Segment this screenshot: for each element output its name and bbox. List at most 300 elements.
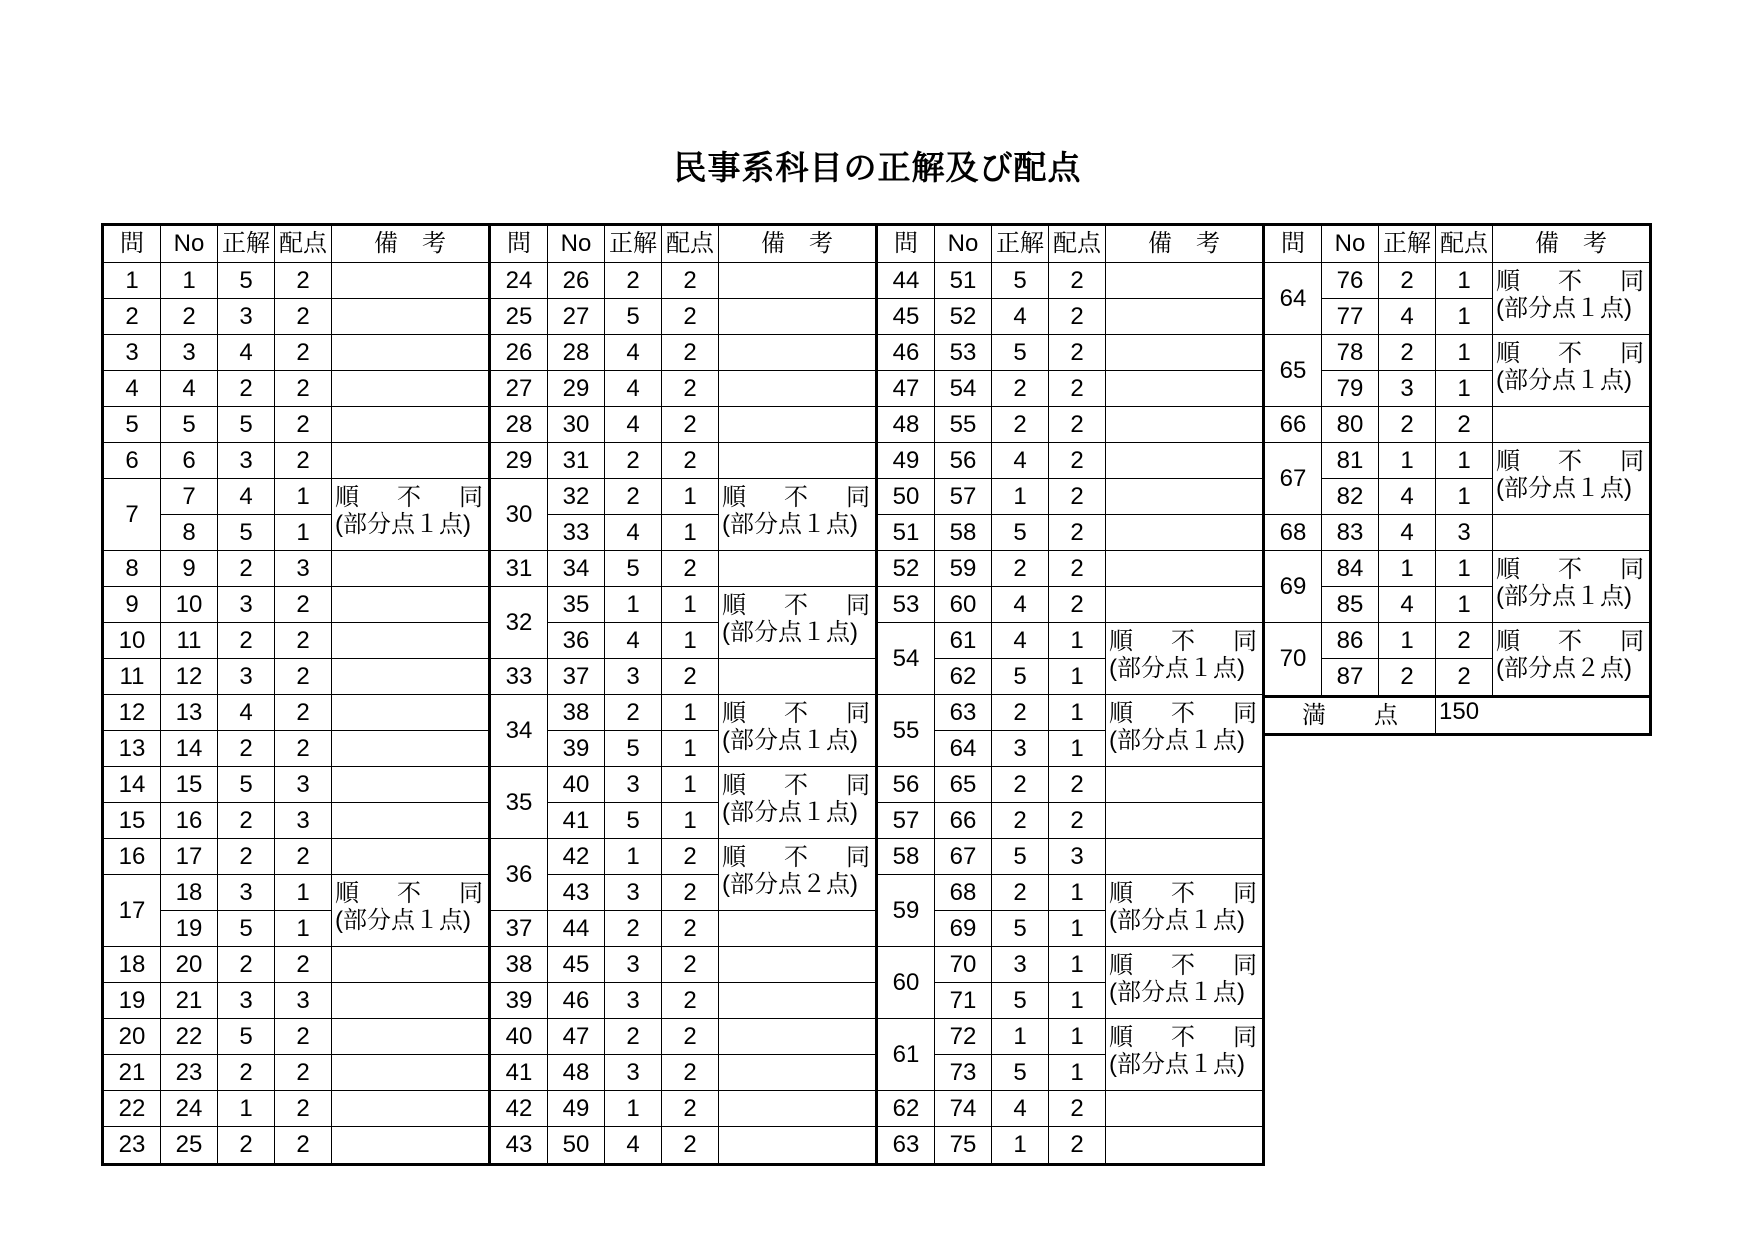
question-number: 66 (1265, 407, 1322, 443)
answer-no: 77 (1322, 299, 1379, 335)
remark-cell (332, 659, 488, 695)
correct-answer: 3 (605, 875, 662, 911)
remark-order-char: 同 (1620, 339, 1644, 367)
question-number: 59 (878, 875, 935, 947)
points: 2 (1049, 1091, 1106, 1127)
remark-order-char: 同 (846, 699, 870, 727)
correct-answer: 5 (605, 731, 662, 767)
correct-answer: 5 (218, 407, 275, 443)
points: 1 (275, 479, 332, 515)
correct-answer: 4 (992, 443, 1049, 479)
correct-answer: 4 (1379, 587, 1436, 623)
correct-answer: 5 (605, 299, 662, 335)
header-row (878, 226, 1262, 263)
points: 1 (1436, 551, 1493, 587)
answer-no: 4 (161, 371, 218, 407)
answer-no: 68 (935, 875, 992, 911)
question-number: 43 (491, 1127, 548, 1163)
table-row (104, 731, 488, 767)
question-number: 68 (1265, 515, 1322, 551)
table-row (1265, 335, 1649, 371)
question-number: 60 (878, 947, 935, 1019)
correct-answer: 2 (992, 875, 1049, 911)
remark-cell (1106, 515, 1262, 551)
correct-answer: 5 (992, 911, 1049, 947)
answer-no: 16 (161, 803, 218, 839)
remark-order-char: 順 (1109, 879, 1133, 907)
correct-answer: 4 (605, 335, 662, 371)
remark-cell (332, 1127, 488, 1163)
table-row (878, 371, 1262, 407)
answer-no: 86 (1322, 623, 1379, 659)
question-number: 58 (878, 839, 935, 875)
question-number: 29 (491, 443, 548, 479)
table-row (878, 1091, 1262, 1127)
points: 1 (1436, 371, 1493, 407)
remark-order-label (1496, 556, 1644, 583)
remark-partial-note: (部分点１点) (1496, 366, 1632, 394)
points: 2 (275, 839, 332, 875)
points: 2 (662, 371, 719, 407)
points: 2 (1049, 479, 1106, 515)
remark-order-char: 不 (397, 483, 421, 511)
question-number: 21 (104, 1055, 161, 1091)
header-answer: 正解 (218, 226, 275, 263)
answer-no: 24 (161, 1091, 218, 1127)
correct-answer: 4 (1379, 299, 1436, 335)
remark-order-char: 同 (459, 879, 483, 907)
question-number: 4 (104, 371, 161, 407)
answer-no: 3 (161, 335, 218, 371)
points: 2 (662, 443, 719, 479)
remark-order-char: 不 (784, 591, 808, 619)
remark-order-char: 順 (1496, 339, 1520, 367)
answer-no: 83 (1322, 515, 1379, 551)
remark-cell (332, 1019, 488, 1055)
answer-no: 29 (548, 371, 605, 407)
table-row (878, 1019, 1262, 1055)
table-row (878, 803, 1262, 839)
remark-cell (719, 371, 875, 407)
question-number: 8 (104, 551, 161, 587)
points: 2 (275, 731, 332, 767)
remark-order-char: 不 (1558, 628, 1582, 655)
remark-cell (1493, 551, 1649, 623)
table-row (104, 1127, 488, 1163)
remark-order-char: 順 (335, 483, 359, 511)
points: 3 (1049, 839, 1106, 875)
correct-answer: 1 (1379, 443, 1436, 479)
remark-cell (332, 407, 488, 443)
points: 1 (662, 623, 719, 659)
table-row (878, 479, 1262, 515)
remark-order-char: 不 (1171, 699, 1195, 727)
header-row (104, 226, 488, 263)
header-remarks: 備 考 (719, 226, 875, 263)
points: 2 (275, 623, 332, 659)
correct-answer: 2 (992, 407, 1049, 443)
correct-answer: 4 (218, 479, 275, 515)
table-row (104, 1055, 488, 1091)
correct-answer: 5 (605, 803, 662, 839)
remark-cell (332, 1055, 488, 1091)
correct-answer: 3 (605, 1055, 662, 1091)
question-number: 38 (491, 947, 548, 983)
points: 1 (1049, 623, 1106, 659)
remark-order-label (335, 880, 483, 907)
remark-cell (719, 767, 875, 839)
answer-no: 40 (548, 767, 605, 803)
correct-answer: 3 (605, 947, 662, 983)
correct-answer: 2 (1379, 659, 1436, 695)
answer-no: 62 (935, 659, 992, 695)
points: 1 (1049, 659, 1106, 695)
points: 2 (662, 1127, 719, 1163)
answer-no: 34 (548, 551, 605, 587)
table-row (104, 1091, 488, 1127)
correct-answer: 4 (992, 1091, 1049, 1127)
points: 1 (1049, 695, 1106, 731)
points: 2 (275, 299, 332, 335)
table-row (1265, 623, 1649, 659)
remark-order-char: 同 (1233, 879, 1257, 907)
table-row (491, 551, 875, 587)
header-row (491, 226, 875, 263)
table-row (104, 407, 488, 443)
points: 1 (275, 875, 332, 911)
points: 2 (662, 659, 719, 695)
answer-no: 73 (935, 1055, 992, 1091)
header-no: No (935, 226, 992, 263)
remark-cell (332, 623, 488, 659)
correct-answer: 1 (605, 839, 662, 875)
correct-answer: 2 (1379, 335, 1436, 371)
correct-answer: 4 (218, 335, 275, 371)
table-row (878, 695, 1262, 731)
remark-order-label (1109, 628, 1257, 655)
points: 2 (275, 1127, 332, 1163)
answer-no: 65 (935, 767, 992, 803)
points: 1 (1436, 479, 1493, 515)
correct-answer: 2 (218, 947, 275, 983)
answer-no: 46 (548, 983, 605, 1019)
remark-order-char: 不 (784, 483, 808, 511)
correct-answer: 3 (218, 443, 275, 479)
remark-order-char: 不 (1558, 447, 1582, 475)
correct-answer: 3 (992, 731, 1049, 767)
correct-answer: 3 (605, 983, 662, 1019)
answer-table-2 (488, 223, 878, 1166)
correct-answer: 4 (605, 1127, 662, 1163)
remark-cell (1106, 947, 1262, 1019)
answer-no: 55 (935, 407, 992, 443)
table-row (104, 371, 488, 407)
points: 1 (1049, 911, 1106, 947)
remark-order-char: 順 (1109, 699, 1133, 727)
table-row (491, 659, 875, 695)
remark-order-char: 同 (1620, 267, 1644, 295)
answer-no: 30 (548, 407, 605, 443)
points: 1 (1049, 875, 1106, 911)
remark-partial-note: (部分点２点) (722, 870, 858, 898)
points: 2 (275, 695, 332, 731)
correct-answer: 1 (992, 1019, 1049, 1055)
answer-no: 59 (935, 551, 992, 587)
remark-order-label (335, 484, 483, 511)
answer-no: 31 (548, 443, 605, 479)
answer-no: 17 (161, 839, 218, 875)
question-number: 67 (1265, 443, 1322, 515)
correct-answer: 2 (1379, 407, 1436, 443)
points: 2 (662, 1019, 719, 1055)
correct-answer: 2 (992, 767, 1049, 803)
remark-order-label (722, 484, 870, 511)
header-no: No (161, 226, 218, 263)
question-number: 52 (878, 551, 935, 587)
correct-answer: 3 (992, 947, 1049, 983)
points: 1 (662, 587, 719, 623)
remark-cell (719, 1019, 875, 1055)
remark-partial-note: (部分点２点) (1496, 655, 1632, 682)
points: 2 (1049, 551, 1106, 587)
remark-order-char: 順 (1109, 1023, 1133, 1051)
points: 1 (1049, 1019, 1106, 1055)
question-number: 39 (491, 983, 548, 1019)
answer-no: 10 (161, 587, 218, 623)
correct-answer: 3 (1379, 371, 1436, 407)
remark-cell (719, 911, 875, 947)
remark-partial-note: (部分点１点) (1109, 978, 1245, 1006)
header-question: 問 (104, 226, 161, 263)
table-row (104, 875, 488, 911)
question-number: 34 (491, 695, 548, 767)
table-row (104, 947, 488, 983)
question-number: 41 (491, 1055, 548, 1091)
answer-no: 11 (161, 623, 218, 659)
points: 1 (662, 767, 719, 803)
remark-order-char: 不 (1171, 951, 1195, 979)
answer-no: 9 (161, 551, 218, 587)
question-number: 69 (1265, 551, 1322, 623)
remark-order-char: 順 (722, 483, 746, 511)
table-row (878, 1127, 1262, 1163)
answer-no: 71 (935, 983, 992, 1019)
remark-partial-note: (部分点１点) (1496, 474, 1632, 502)
question-number: 9 (104, 587, 161, 623)
header-answer: 正解 (992, 226, 1049, 263)
remark-cell (719, 335, 875, 371)
points: 2 (275, 947, 332, 983)
remark-cell (332, 875, 488, 947)
remark-partial-note: (部分点１点) (1496, 294, 1632, 322)
remark-cell (1106, 1127, 1262, 1163)
answer-no: 38 (548, 695, 605, 731)
correct-answer: 1 (992, 1127, 1049, 1163)
table-row (1265, 407, 1649, 443)
correct-answer: 5 (992, 839, 1049, 875)
correct-answer: 5 (218, 911, 275, 947)
points: 3 (275, 983, 332, 1019)
table-row (878, 551, 1262, 587)
remark-order-char: 順 (722, 591, 746, 619)
question-number: 31 (491, 551, 548, 587)
answer-no: 6 (161, 443, 218, 479)
question-number: 53 (878, 587, 935, 623)
remark-order-char: 順 (1496, 447, 1520, 475)
answer-no: 57 (935, 479, 992, 515)
correct-answer: 2 (218, 731, 275, 767)
correct-answer: 4 (992, 623, 1049, 659)
remark-cell (719, 983, 875, 1019)
question-number: 55 (878, 695, 935, 767)
answer-no: 1 (161, 263, 218, 299)
header-points: 配点 (1049, 226, 1106, 263)
table-row (878, 515, 1262, 551)
header-remarks: 備 考 (1493, 226, 1649, 263)
points: 2 (1049, 443, 1106, 479)
table-row (491, 767, 875, 803)
remark-order-char: 不 (1171, 627, 1195, 655)
table-row (104, 587, 488, 623)
correct-answer: 5 (992, 659, 1049, 695)
correct-answer: 2 (992, 371, 1049, 407)
answer-no: 52 (935, 299, 992, 335)
remark-order-char: 順 (1109, 951, 1133, 979)
correct-answer: 3 (605, 767, 662, 803)
remark-cell (1106, 695, 1262, 767)
correct-answer: 2 (1379, 263, 1436, 299)
points: 2 (275, 1055, 332, 1091)
table-row (491, 299, 875, 335)
answer-no: 22 (161, 1019, 218, 1055)
points: 3 (275, 803, 332, 839)
answer-no: 39 (548, 731, 605, 767)
correct-answer: 2 (218, 623, 275, 659)
header-row (1265, 226, 1649, 263)
answer-no: 81 (1322, 443, 1379, 479)
remark-cell (1106, 1091, 1262, 1127)
correct-answer: 4 (605, 515, 662, 551)
answer-no: 45 (548, 947, 605, 983)
points: 2 (662, 263, 719, 299)
remark-order-label (1496, 448, 1644, 475)
answer-no: 32 (548, 479, 605, 515)
table-row (104, 623, 488, 659)
correct-answer: 2 (992, 551, 1049, 587)
remark-order-char: 不 (1558, 555, 1582, 583)
remark-order-char: 同 (459, 483, 483, 511)
answer-no: 66 (935, 803, 992, 839)
table-row (878, 407, 1262, 443)
remark-partial-note: (部分点１点) (1109, 726, 1245, 754)
header-answer: 正解 (1379, 226, 1436, 263)
points: 3 (275, 551, 332, 587)
question-number: 46 (878, 335, 935, 371)
remark-partial-note: (部分点１点) (722, 726, 858, 754)
remark-partial-note: (部分点１点) (1109, 654, 1245, 682)
answer-no: 80 (1322, 407, 1379, 443)
remark-cell (719, 695, 875, 767)
answer-no: 13 (161, 695, 218, 731)
points: 1 (1436, 263, 1493, 299)
points: 2 (662, 1055, 719, 1091)
answer-no: 54 (935, 371, 992, 407)
points: 1 (1436, 443, 1493, 479)
remark-cell (332, 587, 488, 623)
correct-answer: 3 (218, 875, 275, 911)
header-points: 配点 (662, 226, 719, 263)
table-row (491, 1055, 875, 1091)
points: 2 (662, 335, 719, 371)
correct-answer: 2 (605, 1019, 662, 1055)
remark-partial-note: (部分点１点) (722, 618, 858, 646)
question-number: 15 (104, 803, 161, 839)
points: 1 (662, 731, 719, 767)
table-row (491, 983, 875, 1019)
correct-answer: 4 (218, 695, 275, 731)
table-row (491, 587, 875, 623)
remark-partial-note: (部分点１点) (722, 510, 858, 538)
table-row (104, 803, 488, 839)
table-row (878, 299, 1262, 335)
header-question: 問 (1265, 226, 1322, 263)
correct-answer: 4 (605, 371, 662, 407)
points: 2 (275, 371, 332, 407)
remark-cell (332, 695, 488, 731)
remark-cell (719, 659, 875, 695)
table-row (104, 443, 488, 479)
table-row (878, 263, 1262, 299)
remark-order-char: 同 (1233, 951, 1257, 979)
points: 2 (1049, 407, 1106, 443)
remark-cell (332, 803, 488, 839)
points: 2 (662, 947, 719, 983)
correct-answer: 4 (605, 623, 662, 659)
answer-no: 35 (548, 587, 605, 623)
question-number: 61 (878, 1019, 935, 1091)
table-row (491, 335, 875, 371)
answer-no: 27 (548, 299, 605, 335)
answer-no: 26 (548, 263, 605, 299)
question-number: 30 (491, 479, 548, 551)
question-number: 27 (491, 371, 548, 407)
remark-order-label (1496, 268, 1644, 295)
correct-answer: 2 (605, 263, 662, 299)
question-number: 54 (878, 623, 935, 695)
points: 3 (1436, 515, 1493, 551)
correct-answer: 2 (218, 551, 275, 587)
correct-answer: 1 (605, 1091, 662, 1127)
correct-answer: 2 (605, 479, 662, 515)
table-row (491, 1019, 875, 1055)
correct-answer: 3 (218, 299, 275, 335)
remark-cell (1106, 551, 1262, 587)
correct-answer: 5 (992, 515, 1049, 551)
question-number: 17 (104, 875, 161, 947)
points: 2 (1049, 299, 1106, 335)
points: 1 (1049, 731, 1106, 767)
question-number: 49 (878, 443, 935, 479)
answer-no: 41 (548, 803, 605, 839)
remark-order-label (1109, 1024, 1257, 1051)
remark-partial-note: (部分点１点) (335, 510, 471, 538)
table-row (878, 947, 1262, 983)
answer-no: 53 (935, 335, 992, 371)
points: 2 (1049, 803, 1106, 839)
answer-table-3 (875, 223, 1265, 1166)
correct-answer: 4 (992, 587, 1049, 623)
remark-cell (1106, 479, 1262, 515)
